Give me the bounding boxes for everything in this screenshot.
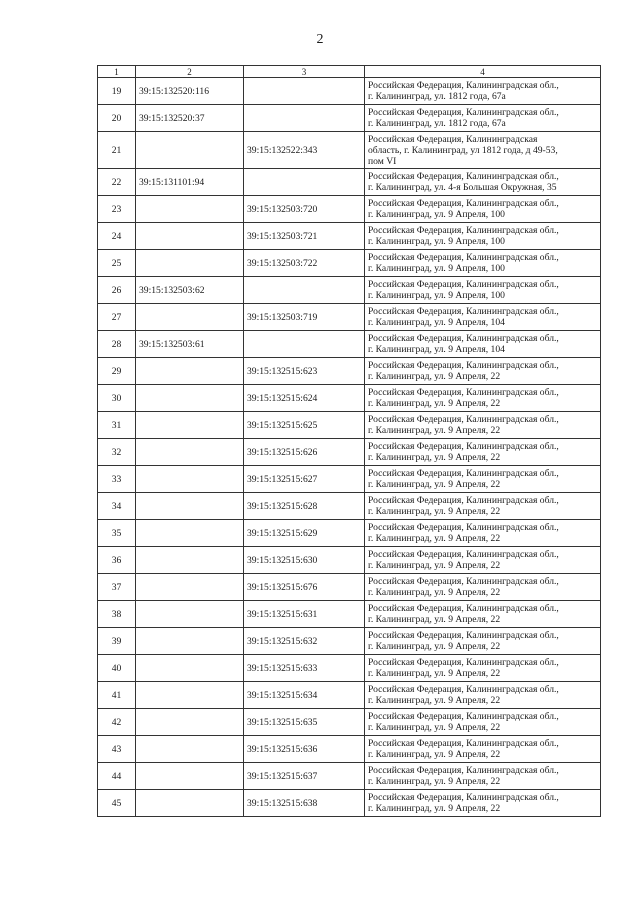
address-line: г. Калининград, ул. 9 Апреля, 104 xyxy=(368,344,505,355)
cadastral-number-cell: 39:15:132503:61 xyxy=(136,331,244,358)
row-number-cell: 34 xyxy=(98,493,136,520)
address-cell xyxy=(365,277,601,304)
premises-number-cell: 39:15:132515:626 xyxy=(244,439,365,466)
address-line: пом VI xyxy=(368,155,397,167)
page-number: 2 xyxy=(316,32,324,47)
premises-number-cell: 39:15:132515:629 xyxy=(244,520,365,547)
table-row xyxy=(98,493,601,520)
address-line: г. Калининград, ул. 9 Апреля, 22 xyxy=(368,533,501,544)
address-line: Российская Федерация, Калининградская обл., xyxy=(368,306,559,317)
row-number-cell: 33 xyxy=(98,466,136,493)
address-cell xyxy=(365,736,601,763)
table-row xyxy=(98,358,601,385)
table-row xyxy=(98,78,601,105)
premises-number-cell: 39:15:132522:343 xyxy=(244,132,365,169)
address-line: Российская Федерация, Калининградская обл., xyxy=(368,684,559,695)
address-cell xyxy=(365,493,601,520)
premises-number-cell: 39:15:132515:633 xyxy=(244,655,365,682)
premises-number-cell: 39:15:132503:721 xyxy=(244,223,365,250)
address-cell xyxy=(365,655,601,682)
address-line: Российская Федерация, Калининградская обл., xyxy=(368,225,559,236)
cadastral-number-cell xyxy=(136,250,244,277)
row-number-cell: 45 xyxy=(98,790,136,817)
address-cell xyxy=(365,466,601,493)
table-row xyxy=(98,385,601,412)
row-number-cell: 35 xyxy=(98,520,136,547)
table-row xyxy=(98,628,601,655)
address-cell xyxy=(365,132,601,169)
row-number-cell: 29 xyxy=(98,358,136,385)
table-row xyxy=(98,736,601,763)
address-line: г. Калининград, ул. 9 Апреля, 22 xyxy=(368,452,501,463)
cadastral-number-cell xyxy=(136,304,244,331)
address-line: г. Калининград, ул. 9 Апреля, 100 xyxy=(368,236,505,247)
address-line: Российская Федерация, Калининградская обл., xyxy=(368,657,559,668)
cadastral-number-cell xyxy=(136,709,244,736)
address-line: г. Калининград, ул. 9 Апреля, 22 xyxy=(368,371,501,382)
address-line: Российская Федерация, Калининградская обл., xyxy=(368,549,559,560)
address-cell xyxy=(365,763,601,790)
address-line: г. Калининград, ул. 9 Апреля, 100 xyxy=(368,263,505,274)
header-cell: 4 xyxy=(365,66,601,78)
address-line: Российская Федерация, Калининградская обл., xyxy=(368,441,559,452)
table-row xyxy=(98,223,601,250)
premises-number-cell: 39:15:132503:719 xyxy=(244,304,365,331)
row-number-cell: 20 xyxy=(98,105,136,132)
row-number-cell: 23 xyxy=(98,196,136,223)
address-line: Российская Федерация, Калининградская обл., xyxy=(368,171,559,182)
address-line: г. Калининград, ул. 9 Апреля, 22 xyxy=(368,560,501,571)
premises-number-cell: 39:15:132515:625 xyxy=(244,412,365,439)
table-row xyxy=(98,520,601,547)
cadastral-number-cell xyxy=(136,412,244,439)
premises-number-cell: 39:15:132515:624 xyxy=(244,385,365,412)
header-cell: 1 xyxy=(98,66,136,78)
premises-number-cell: 39:15:132503:720 xyxy=(244,196,365,223)
cadastral-number-cell xyxy=(136,466,244,493)
address-cell xyxy=(365,105,601,132)
row-number-cell: 21 xyxy=(98,132,136,169)
premises-number-cell: 39:15:132515:628 xyxy=(244,493,365,520)
cadastral-number-cell xyxy=(136,628,244,655)
cadastral-number-cell xyxy=(136,655,244,682)
row-number-cell: 28 xyxy=(98,331,136,358)
cadastral-number-cell: 39:15:132520:37 xyxy=(136,105,244,132)
premises-number-cell: 39:15:132515:638 xyxy=(244,790,365,817)
address-line: г. Калининград, ул. 9 Апреля, 22 xyxy=(368,614,501,625)
address-line: Российская Федерация, Калининградская обл., xyxy=(368,333,559,344)
address-cell xyxy=(365,601,601,628)
table-row xyxy=(98,709,601,736)
table-row xyxy=(98,439,601,466)
address-line: Российская Федерация, Калининградская обл., xyxy=(368,107,559,118)
row-number-cell: 25 xyxy=(98,250,136,277)
address-line: Российская Федерация, Калининградская обл., xyxy=(368,792,559,803)
table-row xyxy=(98,277,601,304)
address-line: Российская Федерация, Калининградская обл., xyxy=(368,252,559,263)
row-number-cell: 27 xyxy=(98,304,136,331)
row-number-cell: 30 xyxy=(98,385,136,412)
premises-number-cell: 39:15:132515:627 xyxy=(244,466,365,493)
address-cell xyxy=(365,250,601,277)
cadastral-number-cell: 39:15:131101:94 xyxy=(136,169,244,196)
address-line: г. Калининград, ул. 9 Апреля, 22 xyxy=(368,776,501,787)
row-number-cell: 31 xyxy=(98,412,136,439)
premises-number-cell: 39:15:132515:623 xyxy=(244,358,365,385)
premises-number-cell: 39:15:132515:630 xyxy=(244,547,365,574)
table-row xyxy=(98,682,601,709)
row-number-cell: 26 xyxy=(98,277,136,304)
row-number-cell: 38 xyxy=(98,601,136,628)
address-line: Российская Федерация, Калининградская обл., xyxy=(368,576,559,587)
cadastral-number-cell xyxy=(136,547,244,574)
address-cell xyxy=(365,790,601,817)
cadastral-number-cell xyxy=(136,763,244,790)
address-line: г. Калининград, ул. 9 Апреля, 22 xyxy=(368,425,501,436)
table-row xyxy=(98,547,601,574)
address-cell xyxy=(365,709,601,736)
table-row xyxy=(98,655,601,682)
cadastral-number-cell xyxy=(136,574,244,601)
address-line: Российская Федерация, Калининградская обл., xyxy=(368,414,559,425)
address-line: Российская Федерация, Калининградская обл., xyxy=(368,495,559,506)
address-line: г. Калининград, ул. 9 Апреля, 22 xyxy=(368,668,501,679)
address-cell xyxy=(365,520,601,547)
premises-number-cell: 39:15:132515:636 xyxy=(244,736,365,763)
table-header-row xyxy=(98,66,601,78)
table-row xyxy=(98,574,601,601)
address-line: Российская Федерация, Калининградская обл., xyxy=(368,279,559,290)
table-row xyxy=(98,132,601,169)
address-cell xyxy=(365,412,601,439)
premises-number-cell xyxy=(244,169,365,196)
cadastral-number-cell xyxy=(136,520,244,547)
header-cell: 2 xyxy=(136,66,244,78)
table-row xyxy=(98,412,601,439)
cadastral-registry-table xyxy=(97,65,601,817)
row-number-cell: 24 xyxy=(98,223,136,250)
cadastral-number-cell: 39:15:132503:62 xyxy=(136,277,244,304)
cadastral-number-cell xyxy=(136,439,244,466)
cadastral-number-cell xyxy=(136,385,244,412)
address-line: г. Калининград, ул. 9 Апреля, 22 xyxy=(368,722,501,733)
address-cell xyxy=(365,304,601,331)
address-line: г. Калининград, ул. 9 Апреля, 100 xyxy=(368,209,505,220)
address-line: Российская Федерация, Калининградская обл., xyxy=(368,198,559,209)
address-line: г. Калининград, ул. 9 Апреля, 22 xyxy=(368,479,501,490)
cadastral-number-cell xyxy=(136,132,244,169)
premises-number-cell: 39:15:132515:676 xyxy=(244,574,365,601)
address-cell xyxy=(365,682,601,709)
address-line: область, г. Калининград, ул 1812 года, д 49-53, xyxy=(368,144,558,156)
table-row xyxy=(98,304,601,331)
premises-number-cell: 39:15:132515:632 xyxy=(244,628,365,655)
address-line: г. Калининград, ул. 1812 года, 67а xyxy=(368,118,506,129)
premises-number-cell: 39:15:132515:637 xyxy=(244,763,365,790)
address-line: г. Калининград, ул. 9 Апреля, 104 xyxy=(368,317,505,328)
premises-number-cell: 39:15:132515:634 xyxy=(244,682,365,709)
address-line: Российская Федерация, Калининградская обл., xyxy=(368,360,559,371)
cadastral-number-cell xyxy=(136,682,244,709)
table-row xyxy=(98,601,601,628)
premises-number-cell xyxy=(244,105,365,132)
table-row xyxy=(98,169,601,196)
row-number-cell: 42 xyxy=(98,709,136,736)
address-cell xyxy=(365,385,601,412)
address-cell xyxy=(365,196,601,223)
address-line: г. Калининград, ул. 9 Апреля, 22 xyxy=(368,587,501,598)
row-number-cell: 32 xyxy=(98,439,136,466)
table-row xyxy=(98,466,601,493)
address-line: Российская Федерация, Калининградская обл., xyxy=(368,711,559,722)
row-number-cell: 22 xyxy=(98,169,136,196)
address-line: г. Калининград, ул. 1812 года, 67а xyxy=(368,91,506,102)
row-number-cell: 39 xyxy=(98,628,136,655)
row-number-cell: 19 xyxy=(98,78,136,105)
row-number-cell: 41 xyxy=(98,682,136,709)
address-line: г. Калининград, ул. 9 Апреля, 22 xyxy=(368,695,501,706)
premises-number-cell: 39:15:132515:635 xyxy=(244,709,365,736)
address-line: Российская Федерация, Калининградская обл., xyxy=(368,738,559,749)
premises-number-cell xyxy=(244,78,365,105)
cadastral-number-cell: 39:15:132520:116 xyxy=(136,78,244,105)
row-number-cell: 44 xyxy=(98,763,136,790)
address-line: Российская Федерация, Калининградская xyxy=(368,133,538,145)
table-row xyxy=(98,196,601,223)
address-line: Российская Федерация, Калининградская обл., xyxy=(368,387,559,398)
table-row xyxy=(98,763,601,790)
address-line: г. Калининград, ул. 9 Апреля, 22 xyxy=(368,506,501,517)
premises-number-cell: 39:15:132515:631 xyxy=(244,601,365,628)
cadastral-number-cell xyxy=(136,223,244,250)
address-line: г. Калининград, ул. 9 Апреля, 22 xyxy=(368,398,501,409)
cadastral-number-cell xyxy=(136,358,244,385)
address-line: г. Калининград, ул. 9 Апреля, 22 xyxy=(368,803,501,814)
address-line: г. Калининград, ул. 4-я Большая Окружная, 35 xyxy=(368,182,557,193)
address-cell xyxy=(365,78,601,105)
header-cell: 3 xyxy=(244,66,365,78)
premises-number-cell xyxy=(244,331,365,358)
cadastral-number-cell xyxy=(136,196,244,223)
table-row xyxy=(98,250,601,277)
address-cell xyxy=(365,169,601,196)
table-row xyxy=(98,790,601,817)
address-cell xyxy=(365,574,601,601)
address-line: Российская Федерация, Калининградская обл., xyxy=(368,468,559,479)
address-cell xyxy=(365,547,601,574)
cadastral-number-cell xyxy=(136,601,244,628)
premises-number-cell xyxy=(244,277,365,304)
row-number-cell: 36 xyxy=(98,547,136,574)
row-number-cell: 40 xyxy=(98,655,136,682)
address-line: г. Калининград, ул. 9 Апреля, 22 xyxy=(368,641,501,652)
address-line: г. Калининград, ул. 9 Апреля, 22 xyxy=(368,749,501,760)
address-cell xyxy=(365,439,601,466)
table-row xyxy=(98,105,601,132)
address-line: Российская Федерация, Калининградская обл., xyxy=(368,765,559,776)
address-line: г. Калининград, ул. 9 Апреля, 100 xyxy=(368,290,505,301)
table-row xyxy=(98,331,601,358)
premises-number-cell: 39:15:132503:722 xyxy=(244,250,365,277)
address-line: Российская Федерация, Калининградская обл., xyxy=(368,603,559,614)
cadastral-number-cell xyxy=(136,736,244,763)
cadastral-number-cell xyxy=(136,493,244,520)
row-number-cell: 43 xyxy=(98,736,136,763)
address-cell xyxy=(365,358,601,385)
cadastral-number-cell xyxy=(136,790,244,817)
address-cell xyxy=(365,331,601,358)
address-line: Российская Федерация, Калининградская обл., xyxy=(368,630,559,641)
address-line: Российская Федерация, Калининградская обл., xyxy=(368,80,559,91)
address-line: Российская Федерация, Калининградская обл., xyxy=(368,522,559,533)
address-cell xyxy=(365,628,601,655)
address-cell xyxy=(365,223,601,250)
row-number-cell: 37 xyxy=(98,574,136,601)
